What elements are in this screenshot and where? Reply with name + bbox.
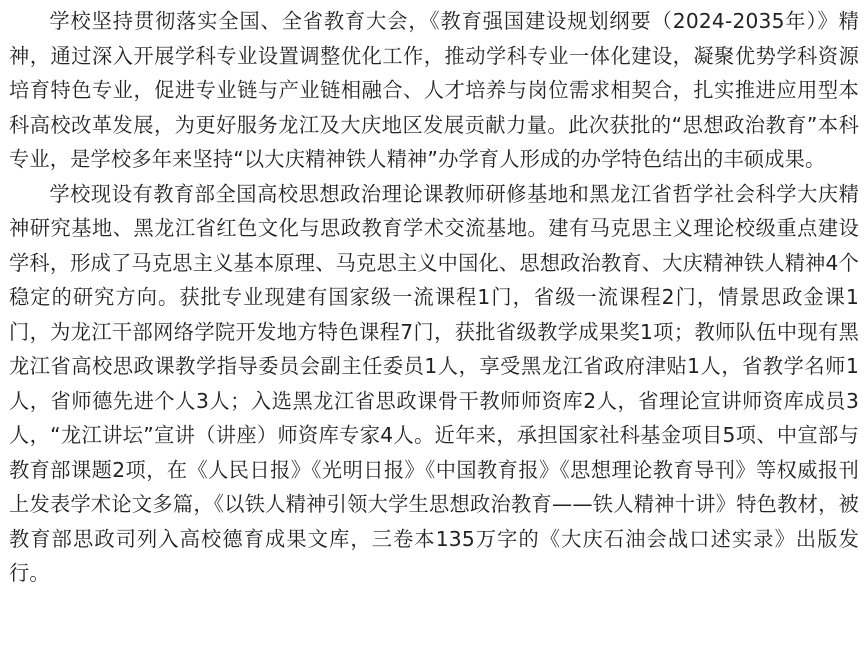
paragraph-faculty-and-research: 学校现设有教育部全国高校思想政治理论课教师研修基地和黑龙江省哲学社会科学大庆精神研究基地、黑龙江省红色文化与思政教育学术交流基地。建有马克思主义理论校级重点建设学科，形成了马克思主义基本原理、马克思主义中国化、思想政治教育、大庆精神铁人精神4个稳定的研究方向。获批专业现建有国家级一流课程1门，省级一流课程2门，情景思政金课1门，为龙江干部网络学院开发地方特色课程7门，获批省级教学成果奖1项；教师队伍中现有黑龙江省高校思政课教学指导委员会副主任委员1人，享受黑龙江省政府津贴1人，省教学名师1人，省师德先进个人3人；入选黑龙江省思政课骨干教师师资库2人，省理论宣讲师资库成员3人，“龙江讲坛”宣讲（讲座）师资库专家4人。近年来，承担国家社科基金项目5项、中宣部与教育部课题2项，在《人民日报》《光明日报》《中国教育报》《思想理论教育导刊》等权威报刊上发表学术论文多篇，《以铁人精神引领大学生思想政治教育——铁人精神十讲》特色教材，被教育部思政司列入高校德育成果文库，三卷本135万字的《大庆石油会战口述实录》出版发行。 <box>9 181 859 585</box>
paragraph-achievements: 学校坚持贯彻落实全国、全省教育大会，《教育强国建设规划纲要（2024-2035年）》精神，通过深入开展学科专业设置调整优化工作，推动学科专业一体化建设，凝聚优势学科资源培育特色专业，促进专业链与产业链相融合、人才培养与岗位需求相契合，扎实推进应用型本科高校改革发展，为更好服务龙江及大庆地区发展贡献力量。此次获批的“思想政治教育”本科专业，是学校多年来坚持“以大庆精神铁人精神”办学育人形成的办学特色结出的丰硕成果。 <box>9 9 859 171</box>
article-body <box>9 4 859 591</box>
